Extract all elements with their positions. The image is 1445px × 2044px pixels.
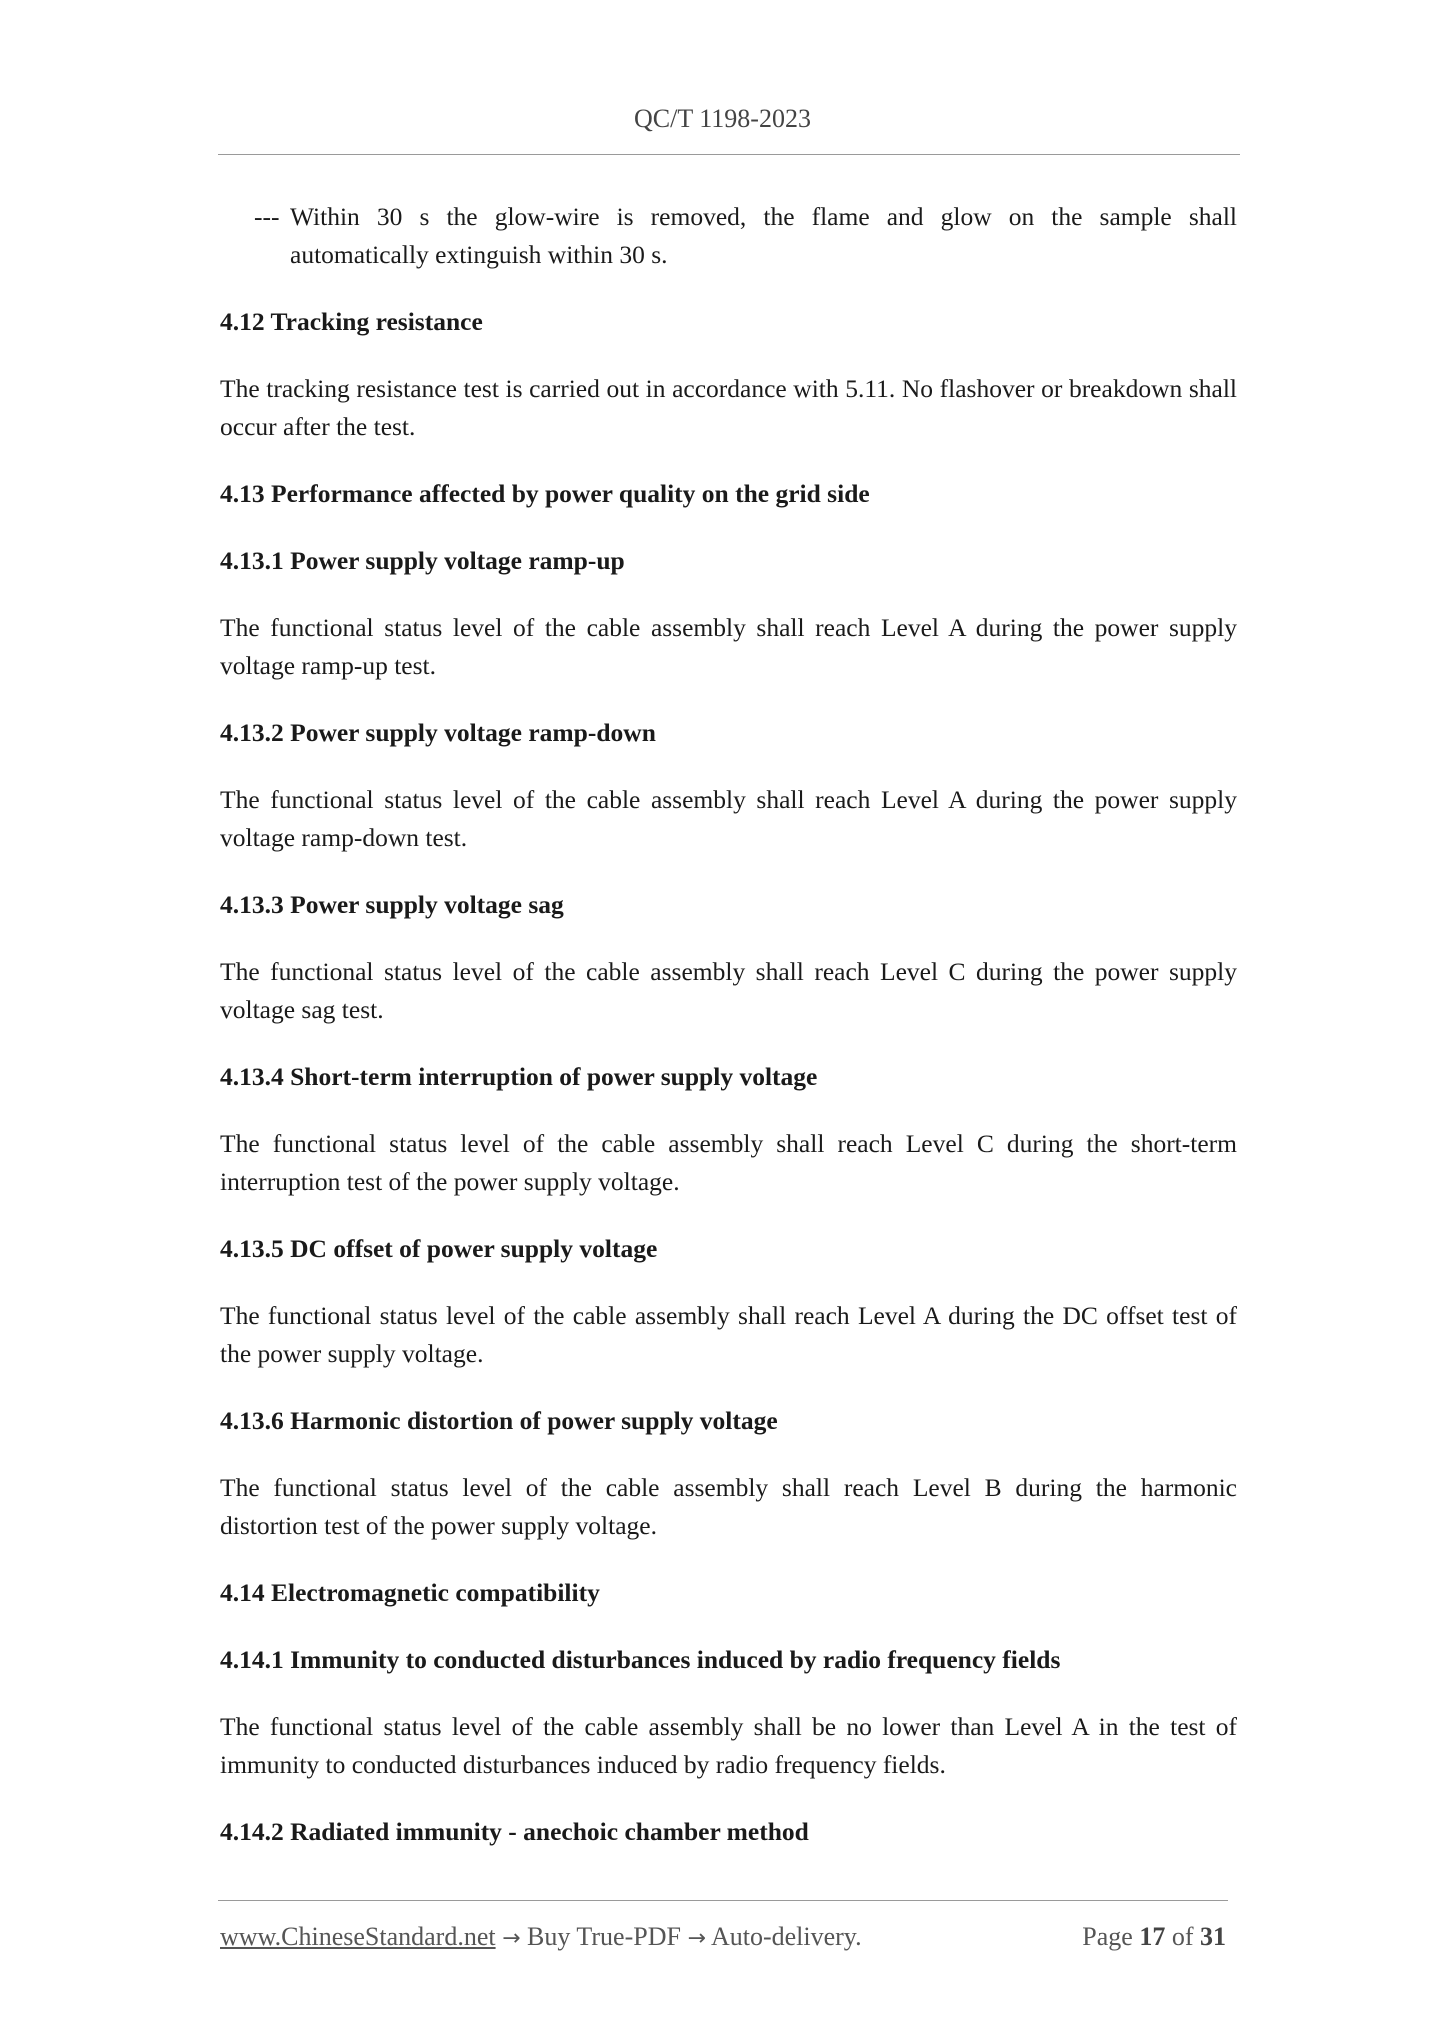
section-text-4-12: The tracking resistance test is carried out in accordance with 5.11. No flashover or breakdown shall occur after the test. bbox=[220, 374, 1237, 441]
document-code-header: QC/T 1198-2023 bbox=[634, 104, 811, 133]
page-indicator bbox=[1082, 1922, 1226, 1952]
section-heading-4-13-2: 4.13.2 Power supply voltage ramp-down bbox=[220, 718, 656, 747]
section-text-4-13-2: The functional status level of the cable assembly shall reach Level A during the power supply voltage ramp-down test. bbox=[220, 785, 1237, 852]
section-heading-4-13: 4.13 Performance affected by power quality on the grid side bbox=[220, 479, 870, 508]
section-text-4-13-5: The functional status level of the cable assembly shall reach Level A during the DC offset test of the power supply voltage. bbox=[220, 1301, 1237, 1368]
section-text-4-14-1: The functional status level of the cable assembly shall be no lower than Level A in the test of immunity to conducted disturbances induced by radio frequency fields. bbox=[220, 1712, 1237, 1779]
section-heading-4-14: 4.14 Electromagnetic compatibility bbox=[220, 1578, 600, 1607]
section-text-4-13-6: The functional status level of the cable assembly shall reach Level B during the harmonic distortion test of the power supply voltage. bbox=[220, 1473, 1237, 1540]
bullet-item bbox=[220, 198, 1237, 274]
website-link[interactable]: www.ChineseStandard.net bbox=[220, 1922, 496, 1951]
page-content bbox=[220, 198, 1237, 1880]
page-label: Page bbox=[1082, 1922, 1133, 1951]
of-label: of bbox=[1171, 1922, 1194, 1951]
page-footer bbox=[220, 1922, 1230, 1952]
footer-divider bbox=[218, 1900, 1228, 1901]
section-heading-4-14-2: 4.14.2 Radiated immunity - anechoic chamber method bbox=[220, 1817, 809, 1846]
page-current: 17 bbox=[1139, 1922, 1166, 1951]
arrow-right-icon: → bbox=[687, 1926, 706, 1951]
bullet-text-line2: automatically extinguish within 30 s. bbox=[290, 240, 668, 269]
section-heading-4-13-6: 4.13.6 Harmonic distortion of power supply voltage bbox=[220, 1406, 778, 1435]
section-text-4-13-3: The functional status level of the cable assembly shall reach Level C during the power supply voltage sag test. bbox=[220, 957, 1237, 1024]
section-text-4-13-1: The functional status level of the cable assembly shall reach Level A during the power supply voltage ramp-up test. bbox=[220, 613, 1237, 680]
section-heading-4-14-1: 4.14.1 Immunity to conducted disturbances induced by radio frequency fields bbox=[220, 1645, 1061, 1674]
section-text-4-13-4: The functional status level of the cable assembly shall reach Level C during the short-term interruption test of the power supply voltage. bbox=[220, 1129, 1237, 1196]
auto-delivery-text: Auto-delivery. bbox=[710, 1922, 862, 1951]
bullet-text-line1: Within 30 s the glow-wire is removed, the flame and glow on the sample shall bbox=[290, 202, 1237, 231]
section-heading-4-13-3: 4.13.3 Power supply voltage sag bbox=[220, 890, 564, 919]
header-divider bbox=[218, 154, 1240, 155]
section-heading-4-12: 4.12 Tracking resistance bbox=[220, 307, 483, 336]
buy-true-pdf-text: Buy True-PDF bbox=[527, 1922, 681, 1951]
bullet-marker: --- bbox=[254, 202, 280, 231]
section-heading-4-13-5: 4.13.5 DC offset of power supply voltage bbox=[220, 1234, 658, 1263]
page-total: 31 bbox=[1200, 1922, 1226, 1951]
section-heading-4-13-1: 4.13.1 Power supply voltage ramp-up bbox=[220, 546, 625, 575]
section-heading-4-13-4: 4.13.4 Short-term interruption of power supply voltage bbox=[220, 1062, 818, 1091]
arrow-right-icon: → bbox=[502, 1926, 521, 1951]
